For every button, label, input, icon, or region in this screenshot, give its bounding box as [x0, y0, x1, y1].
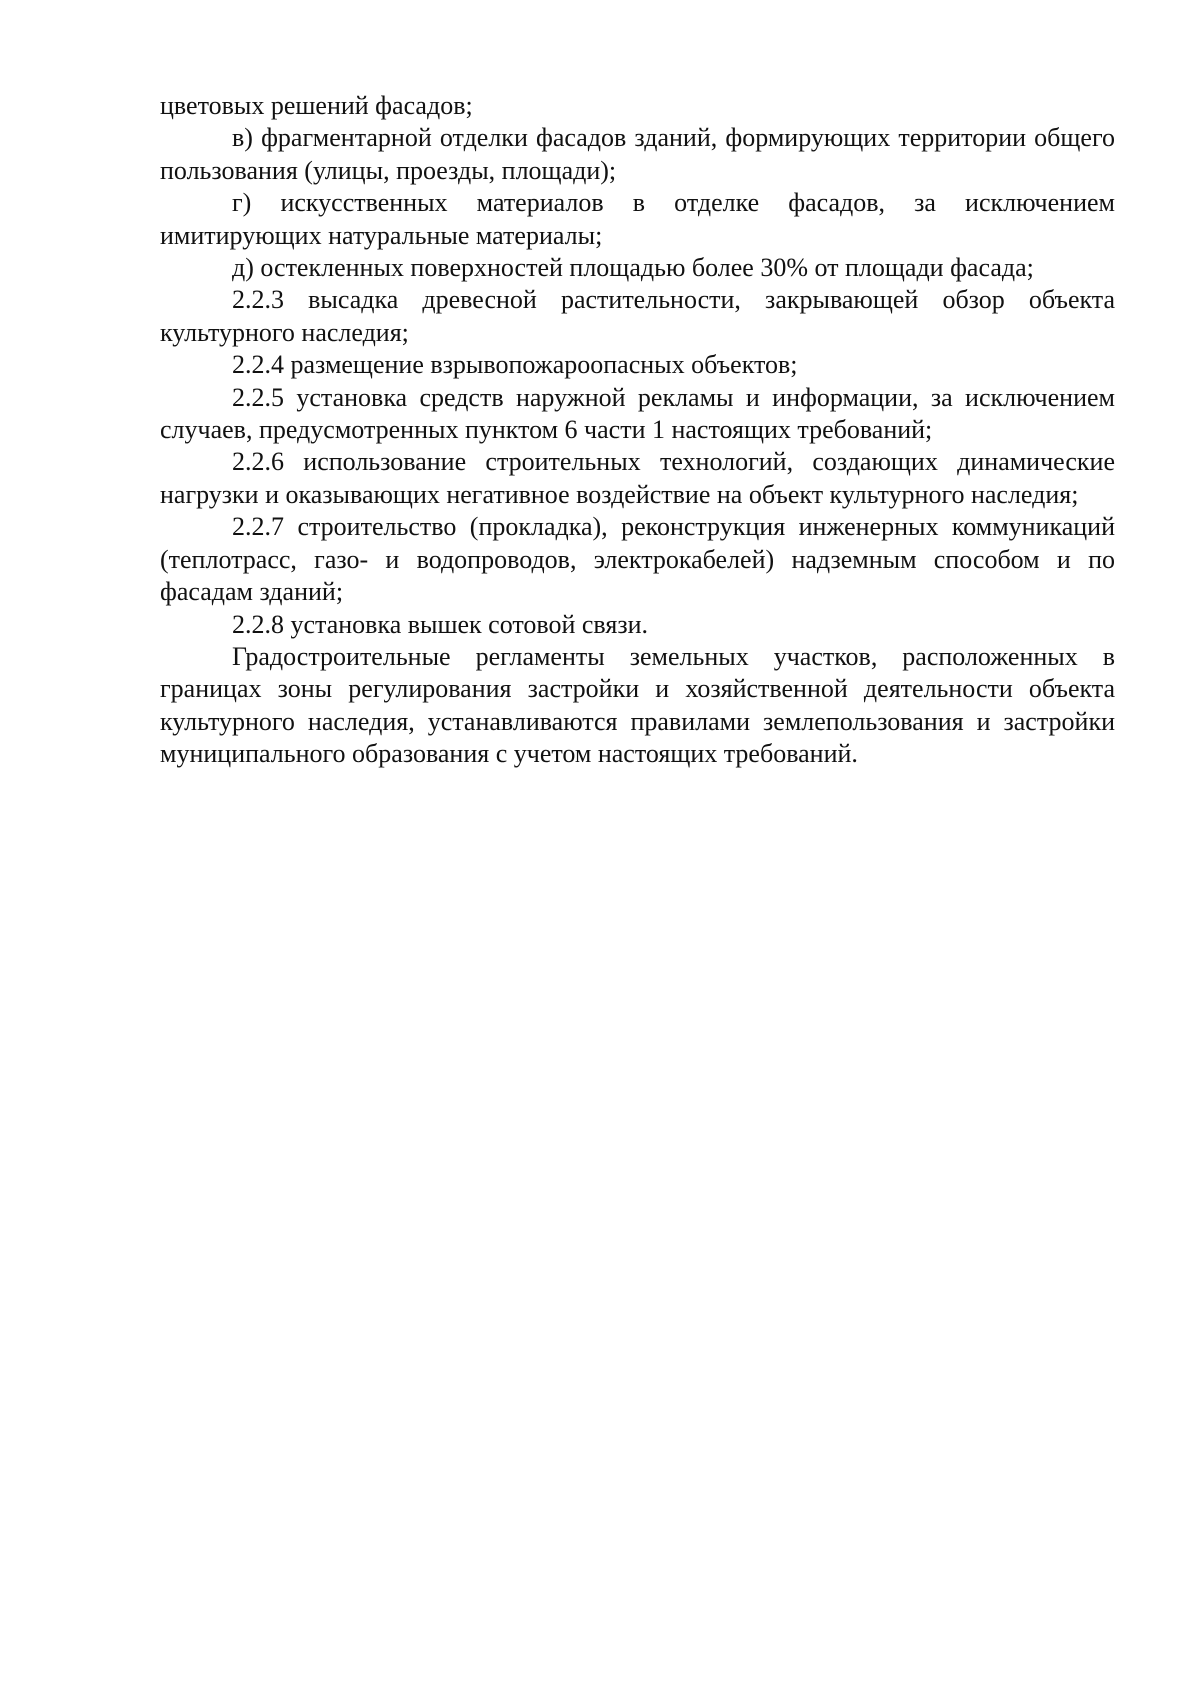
paragraph-item-2-2-3: 2.2.3 высадка древесной растительности, закрывающей обзор объекта культурного наследия; — [160, 285, 1115, 347]
paragraph-item-2-2-5: 2.2.5 установка средств наружной рекламы и информации, за исключением случаев, предусмотренных пунктом 6 части 1 настоящих требований; — [160, 382, 1115, 445]
paragraph-regulations: Градостроительные регламенты земельных участков, расположенных в границах зоны регулирования застройки и хозяйственной деятельности объекта культурного наследия, устанавливаются правилами землепользования и застройки муниципального образования с учетом настоящих требований. — [160, 641, 1115, 769]
paragraph-item-2-2-7: 2.2.7 строительство (прокладка), реконструкция инженерных коммуникаций (теплотрасс, газо- и водопроводов, электрокабелей) надземным способом и по фасадам зданий; — [160, 512, 1115, 607]
document-body — [160, 90, 1115, 771]
paragraph-item-g: г) искусственных материалов в отделке фасадов, за исключением имитирующих натуральные материалы; — [160, 188, 1115, 250]
paragraph-item-2-2-8: 2.2.8 установка вышек сотовой связи. — [232, 609, 649, 639]
paragraph-item-2-2-4: 2.2.4 размещение взрывопожароопасных объектов; — [232, 350, 798, 380]
paragraph-item-d: д) остекленных поверхностей площадью более 30% от площади фасада; — [232, 253, 1034, 283]
paragraph-item-2-2-6: 2.2.6 использование строительных технологий, создающих динамические нагрузки и оказывающих негативное воздействие на объект культурного наследия; — [160, 447, 1115, 509]
paragraph-item-v: в) фрагментарной отделки фасадов зданий, формирующих территории общего пользования (улицы, проезды, площади); — [160, 123, 1115, 185]
paragraph-continuation: цветовых решений фасадов; — [160, 91, 473, 120]
